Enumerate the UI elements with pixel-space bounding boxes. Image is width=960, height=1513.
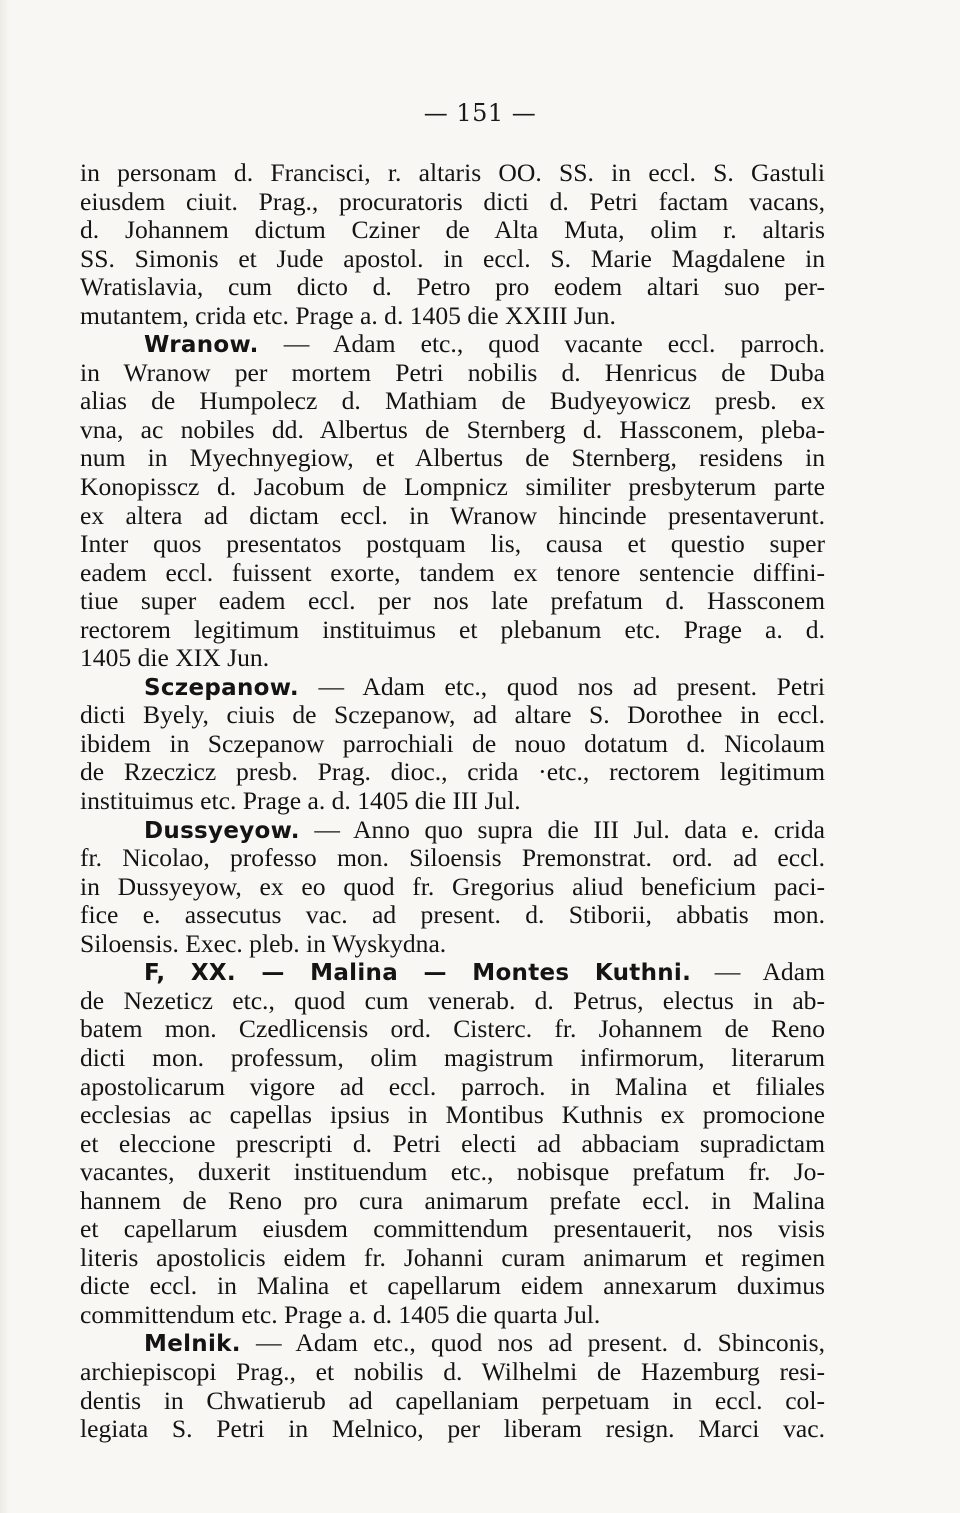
line-text: — Adam etc., quod nos ad present. Petri: [298, 671, 825, 701]
text-line: [80, 644, 825, 673]
text-line: [80, 359, 825, 388]
text-line: [80, 1272, 825, 1301]
line-text: hannem de Reno pro cura animarum prefate eccl. in Malina: [80, 1185, 825, 1215]
text-line: [80, 302, 825, 331]
line-text: — Adam etc., quod vacante eccl. parroch.: [258, 329, 825, 359]
line-text: — Adam etc., quod nos ad present. d. Sbinconis,: [240, 1328, 825, 1358]
text-line: [80, 1158, 825, 1187]
line-text: Wratislavia, cum dicto d. Petro pro eodem altari suo per-: [80, 272, 825, 302]
line-text: tiue super eadem eccl. per nos late prefatum d. Hassconem: [80, 586, 825, 616]
line-text: eiusdem ciuit. Prag., procuratoris dicti d. Petri factam vacans,: [80, 186, 825, 216]
text-line: [80, 816, 825, 845]
line-text: in Dussyeyow, ex eo quod fr. Gregorius aliud beneficium paci-: [80, 871, 825, 901]
text-line: [80, 559, 825, 588]
line-text: ex altera ad dictam eccl. in Wranow hincinde presentaverunt.: [80, 500, 825, 530]
line-text: dicte eccl. in Malina et capellarum eidem annexarum duximus: [80, 1271, 825, 1301]
text-line: [80, 730, 825, 759]
line-text: d. Johannem dictum Cziner de Alta Muta, olim r. altaris: [80, 215, 825, 245]
text-line: [80, 587, 825, 616]
text-line: [80, 1215, 825, 1244]
line-text: eadem eccl. fuissent exorte, tandem ex tenore sentencie diffini-: [80, 557, 825, 587]
line-text: 1405 die XIX Jun.: [80, 643, 270, 673]
line-text: archiepiscopi Prag., et nobilis d. Wilhelmi de Hazemburg resi-: [80, 1356, 825, 1386]
line-text: apostolicarum vigore ad eccl. parroch. in Malina et filiales: [80, 1071, 825, 1101]
text-line: [80, 273, 825, 302]
line-text: in Wranow per mortem Petri nobilis d. Henricus de Duba: [80, 357, 825, 387]
text-line: [80, 444, 825, 473]
line-text: num in Myechnyegiow, et Albertus de Sternberg, residens in: [80, 443, 825, 473]
line-text: vna, ac nobiles dd. Albertus de Sternberg d. Hassconem, pleba-: [80, 414, 825, 444]
line-text: vacantes, duxerit instituendum etc., nobisque prefatum fr. Jo-: [80, 1157, 825, 1187]
text-line: [80, 245, 825, 274]
line-text: Inter quos presentatos postquam lis, causa et questio super: [80, 529, 825, 559]
text-line: [80, 1015, 825, 1044]
line-text: et capellarum eiusdem committendum presentauerit, nos visis: [80, 1214, 825, 1244]
line-text: de Rzeczicz presb. Prag. dioc., crida ·etc., rectorem legitimum: [80, 757, 825, 787]
text-line: [80, 216, 825, 245]
body-text: [80, 159, 825, 1444]
text-line: [80, 1329, 825, 1358]
text-line: [80, 1073, 825, 1102]
text-line: [80, 1130, 825, 1159]
text-line: [80, 1044, 825, 1073]
line-text: fr. Nicolao, professo mon. Siloensis Premonstrat. ord. ad eccl.: [80, 843, 825, 873]
entry-place-name: Sczepanow.: [144, 674, 299, 701]
text-line: [80, 1358, 825, 1387]
text-line: [80, 844, 825, 873]
text-line: [80, 787, 825, 816]
line-text: committendum etc. Prage a. d. 1405 die quarta Jul.: [80, 1299, 601, 1329]
text-line: [80, 930, 825, 959]
line-text: dicti mon. professum, olim magistrum infirmorum, literarum: [80, 1042, 825, 1072]
text-line: [80, 473, 825, 502]
line-text: dentis in Chwatierub ad capellaniam perpetuam in eccl. col-: [80, 1385, 825, 1415]
line-text: — Anno quo supra die III Jul. data e. crida: [299, 814, 825, 844]
text-line: [80, 873, 825, 902]
text-line: [80, 987, 825, 1016]
line-text: et eleccione prescripti d. Petri electi ad abbaciam supradictam: [80, 1128, 825, 1158]
line-text: rectorem legitimum instituimus et plebanum etc. Prage a. d.: [80, 614, 825, 644]
text-line: [80, 416, 825, 445]
text-line: [80, 188, 825, 217]
line-text: SS. Simonis et Jude apostol. in eccl. S. Marie Magdalene in: [80, 243, 825, 273]
text-line: [80, 1301, 825, 1330]
line-text: literis apostolicis eidem fr. Johanni curam animarum et regimen: [80, 1242, 825, 1272]
line-text: legiata S. Petri in Melnico, per liberam resign. Marci vac.: [80, 1414, 825, 1444]
line-text: fice e. assecutus vac. ad present. d. Stiborii, abbatis mon.: [80, 900, 825, 930]
text-line: [80, 701, 825, 730]
entry-place-name: Wranow.: [144, 332, 259, 359]
entry-place-name: F, XX. — Malina — Montes Kuthni.: [144, 960, 692, 987]
entry-place-name: Dussyeyow.: [144, 817, 300, 844]
text-line: [80, 159, 825, 188]
line-text: Konopisscz d. Jacobum de Lompnicz similiter presbyterum parte: [80, 472, 825, 502]
page-number: — 151 —: [423, 99, 537, 127]
line-text: in personam d. Francisci, r. altaris OO. SS. in eccl. S. Gastuli: [80, 158, 825, 187]
line-text: batem mon. Czedlicensis ord. Cisterc. fr. Johannem de Reno: [80, 1014, 825, 1044]
line-text: ecclesias ac capellas ipsius in Montibus Kuthnis ex promocione: [80, 1100, 825, 1130]
line-text: de Nezeticz etc., quod cum venerab. d. Petrus, electus in ab-: [80, 985, 825, 1015]
line-text: ibidem in Sczepanow parrochiali de nouo dotatum d. Nicolaum: [80, 728, 825, 758]
line-text: instituimus etc. Prage a. d. 1405 die III Jul.: [80, 786, 521, 816]
text-line: [80, 1387, 825, 1416]
text-line: [80, 1244, 825, 1273]
text-line: [80, 387, 825, 416]
text-line: [80, 330, 825, 359]
text-line: [80, 1101, 825, 1130]
entry-place-name: Melnik.: [144, 1331, 241, 1358]
text-line: [80, 1187, 825, 1216]
text-line: [80, 901, 825, 930]
line-text: dicti Byely, ciuis de Sczepanow, ad altare S. Dorothee in eccl.: [80, 700, 825, 730]
page-edge-shadow: [0, 0, 10, 1513]
text-line: [80, 530, 825, 559]
text-line: [80, 1415, 825, 1444]
line-text: mutantem, crida etc. Prage a. d. 1405 die XXIII Jun.: [80, 300, 616, 330]
line-text: — Adam: [691, 957, 825, 987]
text-line: [80, 673, 825, 702]
line-text: Siloensis. Exec. pleb. in Wyskydna.: [80, 928, 447, 958]
text-line: [80, 958, 825, 987]
line-text: alias de Humpolecz d. Mathiam de Budyeyowicz presb. ex: [80, 386, 825, 416]
text-line: [80, 758, 825, 787]
text-line: [80, 502, 825, 531]
text-line: [80, 616, 825, 645]
